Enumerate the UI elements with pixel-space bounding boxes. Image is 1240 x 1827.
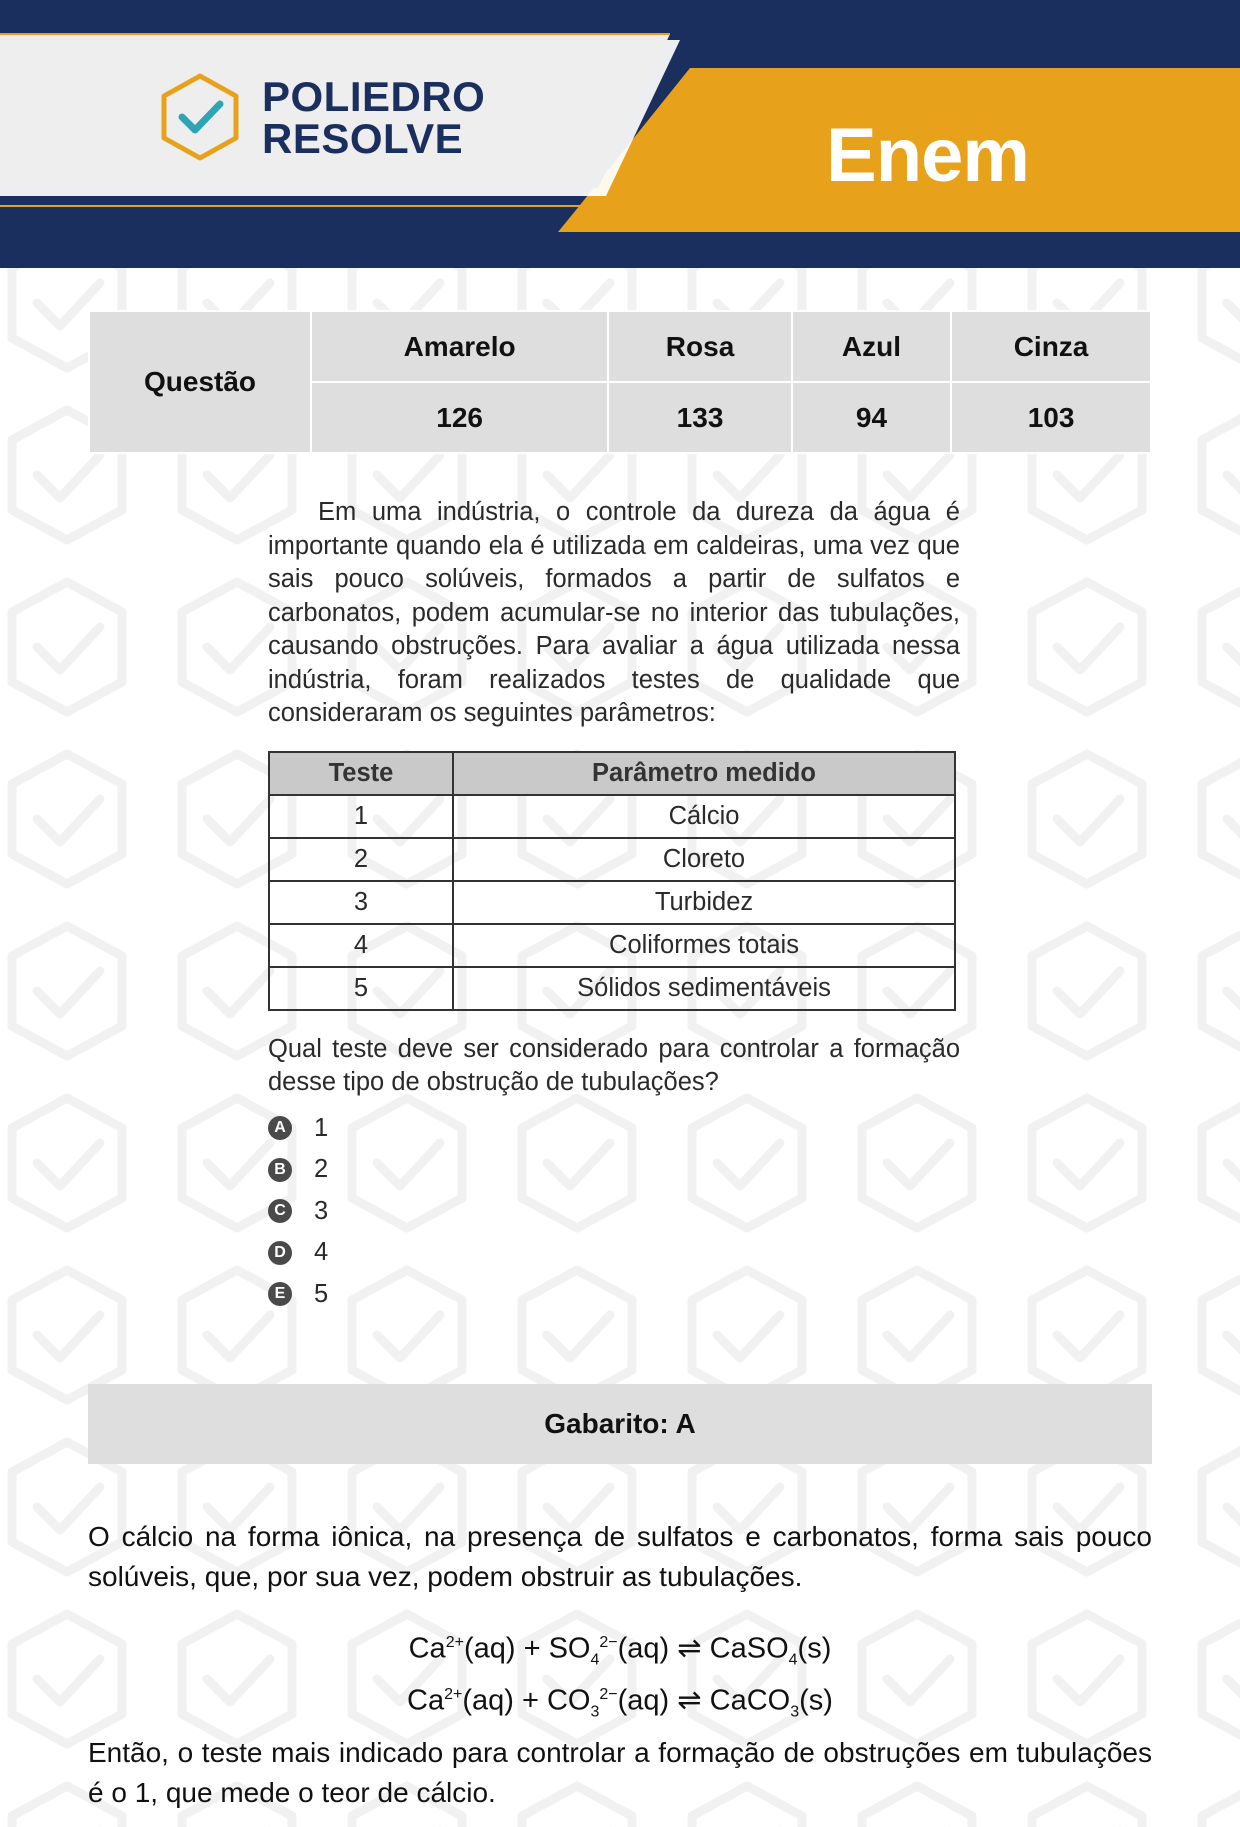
test-number: 1 (269, 795, 453, 838)
parameters-table (268, 751, 956, 1011)
eq2-anion: CO (546, 1684, 591, 1717)
number-azul: 94 (792, 382, 951, 453)
table-row (269, 881, 955, 924)
option-a[interactable] (268, 1108, 960, 1150)
brand-line1: POLIEDRO (262, 73, 486, 120)
color-azul: Azul (792, 311, 951, 382)
eq1-product: CaSO (709, 1632, 789, 1665)
header-teste: Teste (269, 752, 453, 795)
option-text-e: 5 (314, 1279, 329, 1308)
option-e[interactable] (268, 1274, 960, 1316)
answer-options (268, 1108, 960, 1316)
eq2-product-sub: 3 (790, 1703, 800, 1721)
chemical-equations (0, 1617, 1240, 1721)
parameter-name: Sólidos sedimentáveis (453, 967, 955, 1010)
answer-key: Gabarito: A (544, 1408, 696, 1439)
eq2-anion-sub: 3 (590, 1703, 600, 1721)
option-letter-e: E (268, 1282, 292, 1306)
eq2-plus: + (521, 1684, 539, 1717)
option-letter-d: D (268, 1241, 292, 1265)
eq1-anion: SO (548, 1632, 591, 1665)
eq2-equilibrium-arrow: ⇌ (677, 1684, 702, 1717)
option-b[interactable] (268, 1149, 960, 1191)
test-number: 2 (269, 838, 453, 881)
table-row (269, 838, 955, 881)
equation-caco3 (0, 1669, 1240, 1721)
option-letter-a: A (268, 1116, 292, 1140)
eq1-product-sub: 4 (788, 1651, 798, 1669)
eq1-state-2: (aq) (617, 1632, 670, 1665)
option-letter-c: C (268, 1199, 292, 1223)
brand-name (262, 73, 486, 162)
question-paragraph (268, 496, 960, 731)
eq1-calcium-charge: 2+ (445, 1634, 464, 1651)
question-numbers-table (88, 310, 1152, 454)
question-label: Questão (89, 311, 311, 453)
table-row (269, 795, 955, 838)
eq1-anion-sub: 4 (590, 1651, 600, 1669)
number-amarelo: 126 (311, 382, 608, 453)
option-text-d: 4 (314, 1238, 329, 1267)
option-text-a: 1 (314, 1113, 329, 1142)
question-prompt: Qual teste deve ser considerado para controlar a formação desse tipo de obstrução de tubulações? (268, 1034, 960, 1096)
parameter-name: Cálcio (453, 795, 955, 838)
parameter-name: Turbidez (453, 881, 955, 924)
number-cinza: 103 (951, 382, 1151, 453)
option-letter-b: B (268, 1158, 292, 1182)
option-text-c: 3 (314, 1196, 329, 1225)
color-amarelo: Amarelo (311, 311, 608, 382)
test-number: 4 (269, 924, 453, 967)
explanation-intro: O cálcio na forma iônica, na presença de sulfatos e carbonatos, forma sais pouco solúveis, que, por sua vez, podem obstruir as tubulações. (88, 1521, 1152, 1592)
check-logo-icon (158, 72, 242, 162)
eq1-product-state: (s) (797, 1632, 832, 1665)
eq2-state-1: (aq) (462, 1684, 514, 1717)
eq2-state-2: (aq) (617, 1684, 670, 1717)
eq1-calcium: Ca (408, 1632, 446, 1665)
eq1-anion-charge: 2− (599, 1634, 618, 1651)
header-parametro: Parâmetro medido (453, 752, 955, 795)
color-cinza: Cinza (951, 311, 1151, 382)
eq2-anion-charge: 2− (599, 1686, 618, 1703)
test-number: 5 (269, 967, 453, 1010)
eq1-plus: + (523, 1632, 541, 1665)
number-rosa: 133 (608, 382, 792, 453)
exam-title: Enem (826, 113, 1029, 198)
option-d[interactable] (268, 1232, 960, 1274)
eq2-calcium-charge: 2+ (444, 1686, 463, 1703)
table-row (269, 924, 955, 967)
eq1-state-1: (aq) (463, 1632, 516, 1665)
option-c[interactable] (268, 1191, 960, 1233)
question-paragraph-text: Em uma indústria, o controle da dureza da água é importante quando ela é utilizada em caldeiras, uma vez que sais pouco solúveis, formados a partir de sulfatos e carbonatos, podem acumular-se no interior das tubulações, causando obstruções. Para avaliar a água utilizada nessa indústria, foram realizados testes de qualidade que consideraram os seguintes parâmetros: (268, 498, 960, 727)
header-banner (0, 0, 1240, 268)
parameter-name: Coliformes totais (453, 924, 955, 967)
test-number: 3 (269, 881, 453, 924)
question-block (268, 496, 960, 1315)
eq2-product-state: (s) (799, 1684, 833, 1717)
brand-line2: RESOLVE (262, 115, 464, 162)
color-rosa: Rosa (608, 311, 792, 382)
answer-key-bar (88, 1384, 1152, 1464)
explanation-conclusion: Então, o teste mais indicado para controlar a formação de obstruções em tubulações é o 1, que mede o teor de cálcio. (88, 1737, 1152, 1808)
eq2-product: CaCO (709, 1684, 791, 1717)
option-text-b: 2 (314, 1155, 329, 1184)
equation-caso4 (0, 1617, 1240, 1669)
eq1-equilibrium-arrow: ⇌ (677, 1632, 702, 1665)
eq2-calcium: Ca (407, 1684, 445, 1717)
table-row (269, 967, 955, 1010)
parameter-name: Cloreto (453, 838, 955, 881)
